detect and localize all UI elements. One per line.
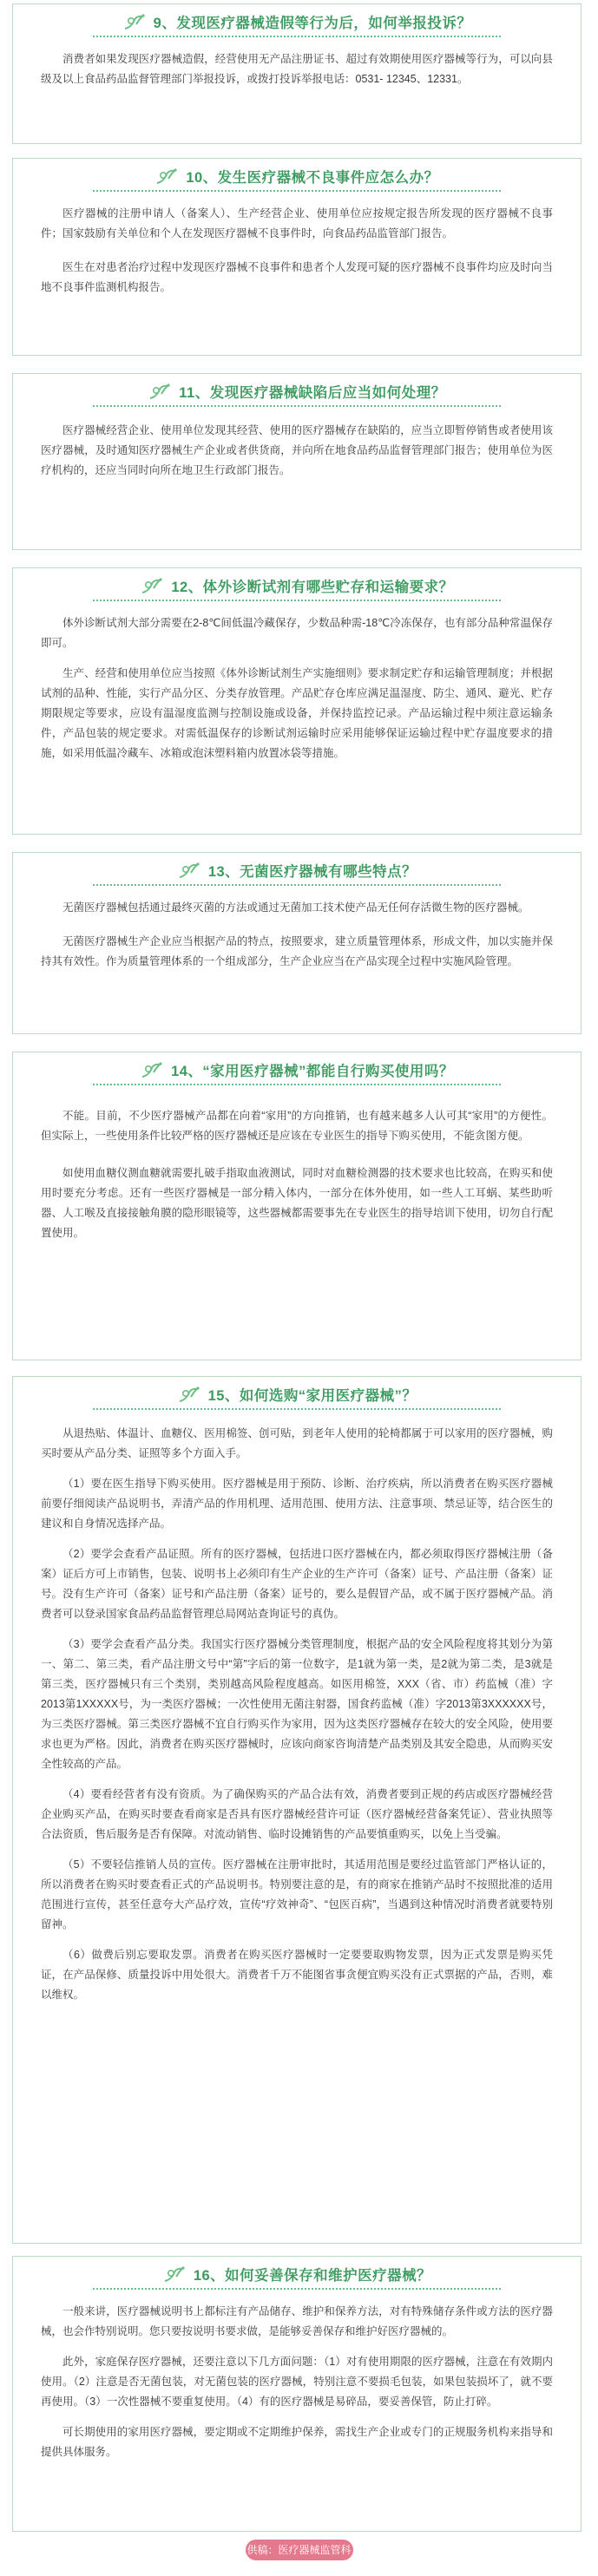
leaf-decoration-icon [177,1385,203,1408]
section-paragraph: 医疗器械的注册申请人（备案人）、生产经营企业、使用单位应按规定报告所发现的医疗器械不良事件；国家鼓励有关单位和个人在发现医疗器械不良事件时，向食品药品监管部门报告。 [41,207,553,239]
section-paragraph: 此外，家庭保存医疗器械，还要注意以下几方面问题：（1）对有使用期限的医疗器械，注意在有效期内使用。（2）注意是否无菌包装，对无菌包装的医疗器械，特别注意不要损毛包装，如果包装损坏了，就不要再使用。（3）一次性器械不要重复使用。（4）有的医疗器械是易碎品，要妥善保管，防止打碎。 [41,2356,553,2408]
title-divider [93,405,501,409]
section-card-9 [12,3,582,144]
section-paragraph: 一般来讲，医疗器械说明书上都标注有产品储存、维护和保养方法，对有特殊储存条件或方法的医疗器械，也会作特别说明。您只要按说明书要求做，是能够妥善保存和维护好医疗器械的。 [41,2305,553,2337]
section-card-16 [12,2256,582,2532]
section-card-15 [12,1376,582,2244]
leaf-decoration-icon [154,167,181,190]
leaf-decoration-icon [140,576,166,600]
leaf-decoration-icon [140,1060,166,1084]
section-title: 13、无菌医疗器械有哪些特点？ [207,864,417,880]
title-divider [93,600,501,603]
title-divider [93,1408,501,1412]
leaf-decoration-icon [148,382,174,405]
section-paragraph: （3）要学会查看产品分类。我国实行医疗器械分类管理制度，根据产品的安全风险程度将其划分为第一、第二、第三类，看产品注册文号中“第”字后的第一位数字，是1就为第一类，是2就为第二类，是3就是第三类，医疗器械只有三个类别，类别越高风险程度越高。如医用棉签，XXX（省、市）药监械（准）字2013第1XXXXX号，为一类医疗器械；一次性使用无菌注射器，国食药监械（准）字2013第3XXXXXX号，为三类医疗器械。第三类医疗器械不宜自行购买作为家用，因为这类医疗器械存在较大的安全风险，使用要求也更为严格。因此，消费者在购买医疗器械时，应该向商家咨询清楚产品类别及其安全隐患，从而购买安全性较高的产品。 [41,1638,553,1770]
section-paragraph: 从退热贴、体温计、血糖仪、医用棉签、创可贴，到老年人使用的轮椅都属于可以家用的医疗器械，购买时要从产品分类、证照等多个方面入手。 [41,1427,553,1459]
section-paragraph: 医生在对患者治疗过程中发现医疗器械不良事件和患者个人发现可疑的医疗器械不良事件均应及时向当地不良事件监测机构报告。 [41,261,553,293]
section-card-14 [12,1052,582,1360]
section-card-12 [12,567,582,835]
section-paragraph: 如使用血糖仪测血糖就需要扎破手指取血液测试，同时对血糖检测器的技术要求也比较高，在购买和使用时要充分考虑。还有一些医疗器械是一部分精入体内，一部分在体外使用，如一些人工耳蜗、某些助听器、人工喉及直接接触角膜的隐形眼镜等，这些器械都需要事先在专业医生的指导培训下使用，切勿自行配置使用。 [41,1167,553,1239]
section-paragraph: （1）要在医生指导下购买使用。医疗器械是用于预防、诊断、治疗疾病，所以消费者在购买医疗器械前要仔细阅读产品说明书，弄清产品的作用机理、适用范围、使用方法、注意事项、禁忌证等，结合医生的建议和自身情况选择产品。 [41,1478,553,1530]
section-paragraph: （5）不要轻信推销人员的宣传。医疗器械在注册审批时，其适用范围是要经过监管部门严格认证的，所以消费者在购买时要查看正式的产品说明书。特别要注意的是，有的商家在推销产品时不按照批准的适用范围进行宣传，甚至任意夸大产品疗效，宣传“疗效神奇”、“包医百病”，当遇到这种情况时消费者就要特别留神。 [41,1858,553,1930]
leaf-decoration-icon [177,861,203,884]
section-paragraph: 可长期使用的家用医疗器械，要定期或不定期维护保养，需找生产企业或专门的正规服务机构来指导和提供具体服务。 [41,2426,553,2458]
section-title: 10、发生医疗器械不良事件应怎么办？ [186,170,439,186]
section-title: 12、体外诊断试剂有哪些贮存和运输要求？ [171,580,454,595]
section-card-10 [12,158,582,356]
title-divider [93,1084,501,1087]
leaf-decoration-icon [122,12,148,36]
section-paragraph: 无菌医疗器械包括通过最终灭菌的方法或通过无菌加工技术使产品无任何存活微生物的医疗器械。 [62,901,529,914]
section-paragraph: 消费者如果发现医疗器械造假，经营使用无产品注册证书、超过有效期使用医疗器械等行为，可以向县级及以上食品药品监督管理部门举报投诉，或拨打投诉举报电话：0531- 12345、12331。 [41,53,553,85]
section-paragraph: （2）要学会查看产品证照。所有的医疗器械，包括进口医疗器械在内，都必须取得医疗器械注册（备案）证后方可上市销售，包装、说明书上必须印有生产企业的生产许可（备案）证号、产品注册（备案）证号。没有生产许可（备案）证号和产品注册（备案）证号的，要么是假冒产品，或不属于医疗器械产品。消费者可以登录国家食品药品监督管理总局网站查询证号的真伪。 [41,1548,553,1620]
section-paragraph: （4）要看经营者有没有资质。为了确保购买的产品合法有效，消费者要到正规的药店或医疗器械经营企业购买产品，在购买时要查看商家是否具有医疗器械经营许可证（医疗器械经营备案凭证）、营业执照等合法资质，售后服务是否有保障。对流动销售、临时设摊销售的产品要慎重购买，以免上当受骗。 [41,1788,553,1840]
title-divider [93,884,501,888]
section-title: 16、如何妥善保存和维护医疗器械？ [193,2268,432,2284]
title-divider [93,2288,501,2291]
section-paragraph: 体外诊断试剂大部分需要在2-8℃间低温冷藏保存，少数品种需-18℃冷冻保存，也有部分品种常温保存即可。 [41,617,553,649]
section-title: 9、发现医疗器械造假等行为后，如何举报投诉？ [153,16,472,31]
leaf-decoration-icon [162,2265,188,2288]
section-paragraph: 无菌医疗器械生产企业应当根据产品的特点，按照要求，建立质量管理体系，形成文件，加以实施并保持其有效性。作为质量管理体系的一个组成部分，生产企业应当在产品实现全过程中实施风险管理。 [41,935,553,967]
title-divider [93,36,501,39]
source-badge: 供稿：医疗器械监管科 [246,2540,353,2560]
section-paragraph: （6）做费后别忘要取发票。消费者在购买医疗器械时一定要要取购物发票，因为正式发票是购买凭证，在产品保修、质量投诉中用处很大。消费者千万不能图省事贪便宜购买没有正式票据的产品，否则，难以维权。 [41,1949,553,2001]
section-title: 15、如何选购“家用医疗器械”？ [207,1388,417,1404]
section-title: 11、发现医疗器械缺陷后应当如何处理？ [179,385,446,401]
section-paragraph: 不能。目前，不少医疗器械产品都在向着“家用”的方向推销，也有越来越多人认可其“家用”的方便性。但实际上，一些使用条件比较严格的医疗器械还是应该在专业医生的指导下购买使用，不能贪图方便。 [41,1110,553,1142]
section-card-13 [12,852,582,1034]
section-paragraph: 生产、经营和使用单位应当按照《体外诊断试剂生产实施细则》要求制定贮存和运输管理制度；并根据试剂的品种、性能，实行产品分区、分类存放管理。产品贮存仓库应满足温湿度、防尘、通风、避光、贮存期限规定等要求，应设有温湿度监测与控制设施或设备，并保持监控记录。产品运输过程中须注意运输条件，产品包装的规定要求。对需低温保存的诊断试剂运输时应采用能够保证运输过程中贮存温度要求的措施，如采用低温冷藏车、冰箱或泡沫塑料箱内放置冰袋等措施。 [41,667,553,759]
section-title: 14、“家用医疗器械”都能自行购买使用吗？ [171,1064,454,1079]
section-card-11 [12,373,582,550]
title-divider [93,190,501,193]
section-paragraph: 医疗器械经营企业、使用单位发现其经营、使用的医疗器械存在缺陷的，应当立即暂停销售或者使用该医疗器械，及时通知医疗器械生产企业或者供货商，并向所在地食品药品监督管理部门报告；使用单位为医疗机构的，还应当同时向所在地卫生行政部门报告。 [41,424,553,476]
